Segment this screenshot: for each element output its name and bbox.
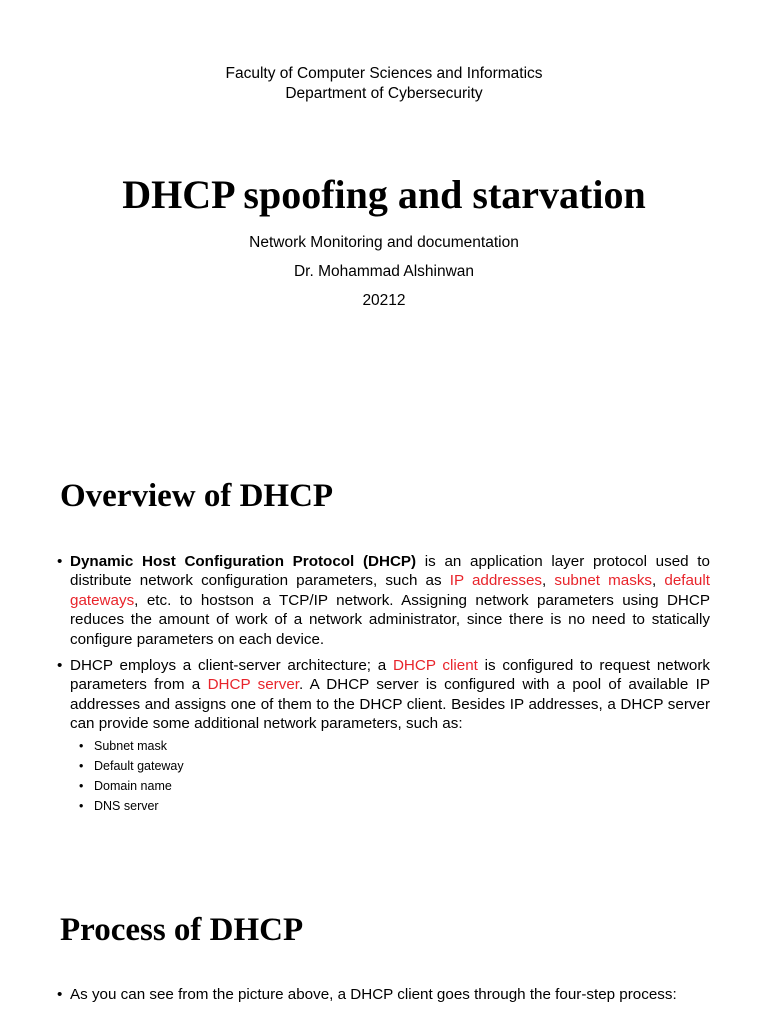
bullet-dot: • — [79, 799, 84, 813]
text-run: , — [652, 572, 665, 590]
bullet-dot: • — [79, 739, 84, 753]
highlight-ip-addresses: IP addresses — [449, 572, 543, 590]
list-item — [79, 756, 184, 776]
process-heading: Process of DHCP — [60, 912, 304, 948]
overview-heading: Overview of DHCP — [60, 478, 334, 514]
network-parameters-list — [79, 736, 184, 816]
text-run: , — [542, 572, 555, 590]
highlight-dhcp-server: DHCP server — [207, 676, 299, 694]
course-name: Network Monitoring and documentation — [249, 234, 519, 251]
highlight-default-gateways: default gateways — [70, 572, 710, 609]
bullet-text — [70, 656, 710, 734]
list-item — [79, 796, 184, 816]
year-label: 20212 — [362, 292, 406, 309]
overview-bullet-definition — [57, 552, 710, 649]
text-run: . A DHCP server is configured with a pool of available IP addresses and assigns one of them to the DHCP client. Besides IP addresses, a DHCP server can provide some additional network parameters, such as: — [70, 676, 710, 733]
list-item — [79, 736, 184, 756]
process-bullet-intro — [57, 985, 710, 1004]
list-item-label: Subnet mask — [94, 739, 167, 753]
highlight-subnet-masks: subnet masks — [554, 572, 653, 590]
faculty-name: Faculty of Computer Sciences and Informatics — [225, 65, 543, 82]
bullet-text: As you can see from the picture above, a DHCP client goes through the four-step process: — [70, 986, 677, 1003]
text-run: is configured to request network parameters from a — [70, 657, 711, 694]
list-item — [79, 776, 184, 796]
text-run: is an application layer protocol used to distribute network configuration parameters, such as — [70, 553, 710, 590]
dhcp-term: Dynamic Host Configuration Protocol (DHCP) — [70, 553, 417, 570]
bullet-dot: • — [79, 779, 84, 793]
bullet-dot: • — [57, 986, 63, 1003]
bullet-dot: • — [57, 553, 63, 570]
bullet-dot: • — [57, 657, 63, 674]
author-name: Dr. Mohammad Alshinwan — [293, 263, 475, 280]
highlight-dhcp-client: DHCP client — [392, 657, 478, 674]
list-item-label: Default gateway — [94, 759, 184, 773]
list-item-label: Domain name — [94, 779, 172, 793]
document-title: DHCP spoofing and starvation — [122, 172, 646, 217]
bullet-dot: • — [79, 759, 84, 773]
text-run: DHCP employs a client-server architecture; a — [70, 657, 393, 674]
bullet-text — [70, 552, 710, 649]
text-run: , etc. to hostson a TCP/IP network. Assigning network parameters using DHCP reduces the amount of work of a network administrator, since there is no need to statically configure parameters on each device. — [70, 591, 710, 648]
department-name: Department of Cybersecurity — [285, 85, 483, 102]
list-item-label: DNS server — [94, 799, 159, 813]
overview-bullet-architecture — [57, 656, 710, 734]
